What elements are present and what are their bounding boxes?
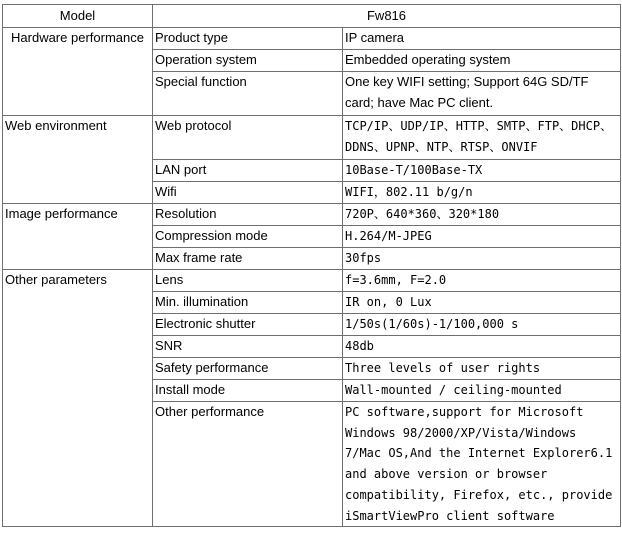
param-value: Three levels of user rights (343, 358, 621, 380)
table-row (3, 270, 621, 292)
param-label: Max frame rate (153, 248, 343, 270)
param-value: WIFI，802.11 b/g/n (343, 182, 621, 204)
param-label: Wifi (153, 182, 343, 204)
param-label: Electronic shutter (153, 314, 343, 336)
param-value: 1/50s(1/60s)-1/100,000 s (343, 314, 621, 336)
header-row (3, 5, 621, 28)
param-label: Other performance (153, 402, 343, 527)
table-row (3, 204, 621, 226)
param-label: Min. illumination (153, 292, 343, 314)
section-label-hardware: Hardware performance (3, 28, 153, 116)
section-label-image: Image performance (3, 204, 153, 270)
param-value: TCP/IP、UDP/IP、HTTP、SMTP、FTP、DHCP、DDNS、UPNP、NTP、RTSP、ONVIF (343, 116, 621, 160)
param-value: 30fps (343, 248, 621, 270)
section-label-web: Web environment (3, 116, 153, 204)
param-value: One key WIFI setting; Support 64G SD/TF card; have Mac PC client. (343, 72, 621, 116)
param-label: Operation system (153, 50, 343, 72)
model-value: Fw816 (153, 5, 621, 28)
param-value: H.264/M-JPEG (343, 226, 621, 248)
param-value: f=3.6mm, F=2.0 (343, 270, 621, 292)
param-label: SNR (153, 336, 343, 358)
param-label: Special function (153, 72, 343, 116)
header-label: Model (3, 5, 153, 28)
spec-table (2, 4, 621, 527)
param-label: Resolution (153, 204, 343, 226)
param-value: Embedded operating system (343, 50, 621, 72)
param-label: Product type (153, 28, 343, 50)
param-value: Wall-mounted / ceiling-mounted (343, 380, 621, 402)
table-row (3, 116, 621, 160)
param-label: Safety performance (153, 358, 343, 380)
param-label: Lens (153, 270, 343, 292)
param-label: LAN port (153, 160, 343, 182)
param-value: IR on, 0 Lux (343, 292, 621, 314)
param-value: 720P、640*360、320*180 (343, 204, 621, 226)
table-row (3, 28, 621, 50)
param-value: 10Base-T/100Base-TX (343, 160, 621, 182)
param-value: IP camera (343, 28, 621, 50)
param-value: PC software,support for Microsoft Windows 98/2000/XP/Vista/Windows 7/Mac OS,And the Internet Explorer6.1 and above version or browser compatibility, Firefox, etc., provide iSmartViewPro client software (343, 402, 621, 527)
param-label: Install mode (153, 380, 343, 402)
section-label-other: Other parameters (3, 270, 153, 527)
param-value: 48db (343, 336, 621, 358)
param-label: Compression mode (153, 226, 343, 248)
param-label: Web protocol (153, 116, 343, 160)
